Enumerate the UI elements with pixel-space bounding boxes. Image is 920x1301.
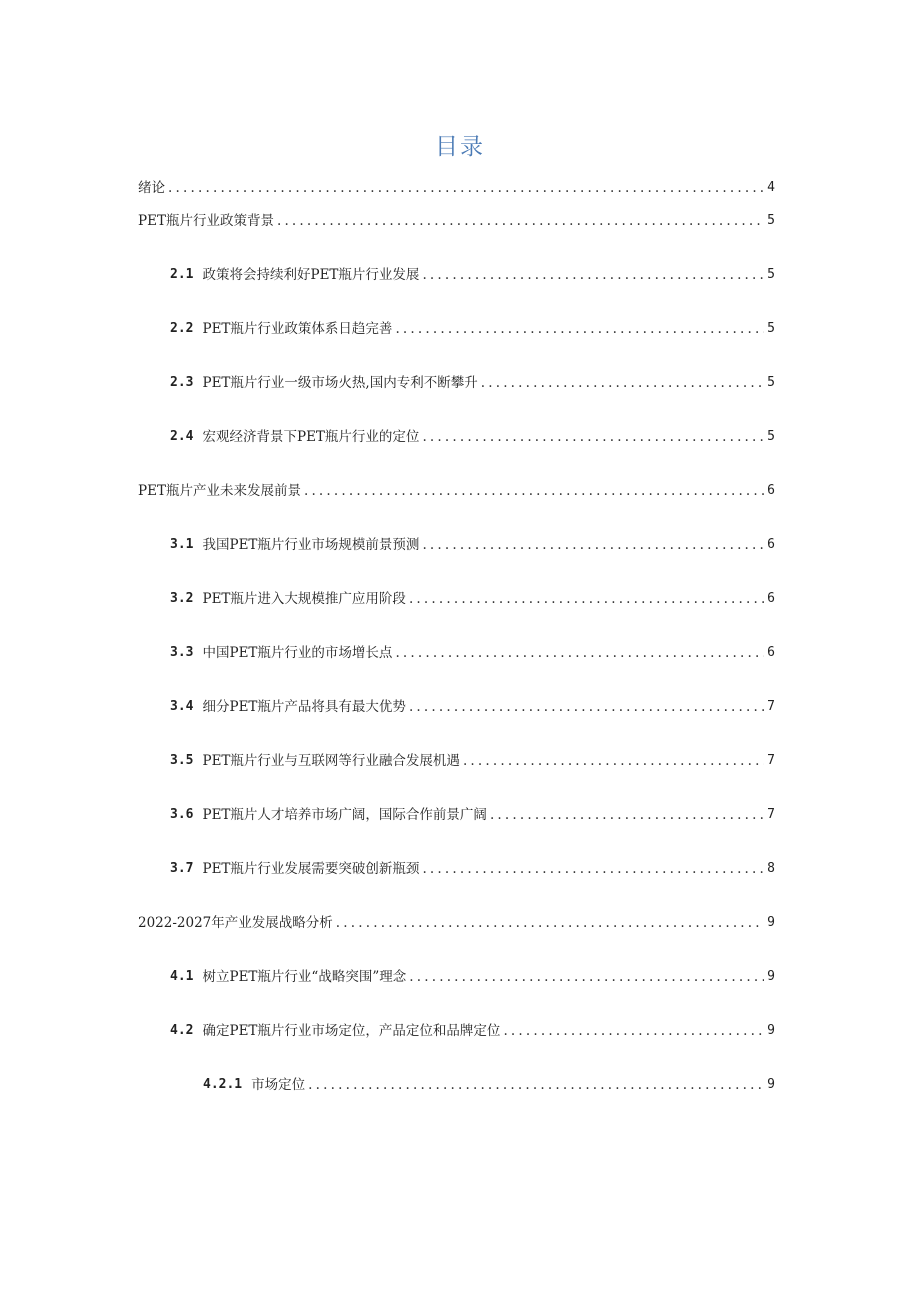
toc-entry[interactable] (170, 427, 775, 447)
toc-entry-text: 细分PET瓶片产品将具有最大优势 (202, 699, 406, 715)
toc-dot-leader (409, 967, 764, 987)
toc-entry-page: 6 (767, 483, 775, 498)
toc-entry-page: 8 (767, 861, 775, 876)
toc-entry-number: 3.3 (170, 645, 194, 660)
toc-entry[interactable] (138, 178, 775, 198)
toc-entry[interactable] (138, 913, 775, 933)
toc-dot-leader (422, 265, 764, 285)
toc-entry-text: PET瓶片人才培养市场广阔，国际合作前景广阔 (202, 807, 487, 823)
toc-entry-text: PET瓶片行业发展需要突破创新瓶颈 (202, 861, 420, 877)
toc-dot-leader (422, 859, 764, 879)
toc-entry-text: 我国PET瓶片行业市场规模前景预测 (202, 537, 420, 553)
toc-entry-number: 2.3 (170, 375, 194, 390)
toc-entry-number: 4.1 (170, 969, 194, 984)
toc-entry-page: 5 (767, 321, 775, 336)
toc-entry-page: 7 (767, 807, 775, 822)
toc-title: 目录 (435, 134, 485, 160)
toc-entry[interactable] (170, 265, 775, 285)
toc-dot-leader (409, 589, 764, 609)
toc-entry-text: PET瓶片行业一级市场火热,国内专利不断攀升 (202, 375, 478, 391)
toc-entry-number: 3.1 (170, 537, 194, 552)
toc-entry[interactable] (170, 643, 775, 663)
toc-entry-number: 3.5 (170, 753, 194, 768)
toc-entry[interactable] (170, 1021, 775, 1041)
toc-entry-text: PET瓶片行业政策体系日趋完善 (202, 321, 393, 337)
toc-entry-text: 宏观经济背景下PET瓶片行业的定位 (202, 429, 420, 445)
toc-entry-page: 9 (767, 969, 775, 984)
toc-entry[interactable] (170, 859, 775, 879)
toc-entry-text: PET瓶片行业政策背景 (138, 213, 274, 229)
toc-dot-leader (422, 427, 764, 447)
toc-entry-number: 3.6 (170, 807, 194, 822)
toc-entry-page: 5 (767, 267, 775, 282)
toc-entry-text: 树立PET瓶片行业“战略突围”理念 (202, 969, 407, 985)
toc-entry-number: 2.1 (170, 267, 194, 282)
toc-dot-leader (463, 751, 764, 771)
toc-entry[interactable] (170, 589, 775, 609)
toc-dot-leader (395, 643, 764, 663)
toc-entry-number: 2.2 (170, 321, 194, 336)
toc-dot-leader (503, 1021, 764, 1041)
toc-dot-leader (490, 805, 764, 825)
toc-entry[interactable] (170, 805, 775, 825)
toc-dot-leader (481, 373, 764, 393)
toc-entry-page: 7 (767, 699, 775, 714)
toc-entry[interactable] (138, 211, 775, 231)
toc-entry-page: 6 (767, 591, 775, 606)
toc-entry-text: 2022-2027年产业发展战略分析 (138, 915, 333, 931)
toc-entry-page: 9 (767, 1023, 775, 1038)
toc-entry-page: 6 (767, 537, 775, 552)
toc-entry-page: 4 (767, 180, 775, 195)
toc-dot-leader (308, 1075, 764, 1095)
toc-entry-text: 中国PET瓶片行业的市场增长点 (202, 645, 393, 661)
toc-dot-leader (422, 535, 764, 555)
toc-entry[interactable] (170, 967, 775, 987)
toc-entry-number: 3.2 (170, 591, 194, 606)
toc-entry-page: 5 (767, 429, 775, 444)
toc-entry[interactable] (170, 319, 775, 339)
toc-entry-page: 5 (767, 375, 775, 390)
toc-entry-number: 4.2 (170, 1023, 194, 1038)
toc-entry-text: 市场定位 (251, 1077, 306, 1093)
toc-entry-number: 3.7 (170, 861, 194, 876)
toc-entry-text: 政策将会持续利好PET瓶片行业发展 (202, 267, 420, 283)
toc-dot-leader (409, 697, 764, 717)
toc-entry-number: 4.2.1 (203, 1077, 243, 1092)
toc-entry-page: 9 (767, 1077, 775, 1092)
toc-entry-page: 5 (767, 213, 775, 228)
toc-entry[interactable] (170, 697, 775, 717)
toc-entry-page: 9 (767, 915, 775, 930)
toc-entry-text: PET瓶片行业与互联网等行业融合发展机遇 (202, 753, 460, 769)
toc-entry[interactable] (170, 373, 775, 393)
toc-dot-leader (168, 178, 764, 198)
toc-entry-text: PET瓶片进入大规模推广应用阶段 (202, 591, 406, 607)
toc-entry-text: PET瓶片产业未来发展前景 (138, 483, 301, 499)
toc-entry-text: 绪论 (138, 180, 165, 196)
toc-entry[interactable] (170, 751, 775, 771)
toc-entry-page: 6 (767, 645, 775, 660)
toc-entry[interactable] (138, 481, 775, 501)
toc-dot-leader (304, 481, 764, 501)
toc-entry[interactable] (170, 535, 775, 555)
toc-dot-leader (336, 913, 764, 933)
toc-entry-number: 2.4 (170, 429, 194, 444)
toc-dot-leader (395, 319, 764, 339)
toc-entry-number: 3.4 (170, 699, 194, 714)
toc-entry-text: 确定PET瓶片行业市场定位，产品定位和品牌定位 (202, 1023, 501, 1039)
toc-entry[interactable] (203, 1075, 775, 1095)
toc-dot-leader (277, 211, 764, 231)
toc-entry-page: 7 (767, 753, 775, 768)
